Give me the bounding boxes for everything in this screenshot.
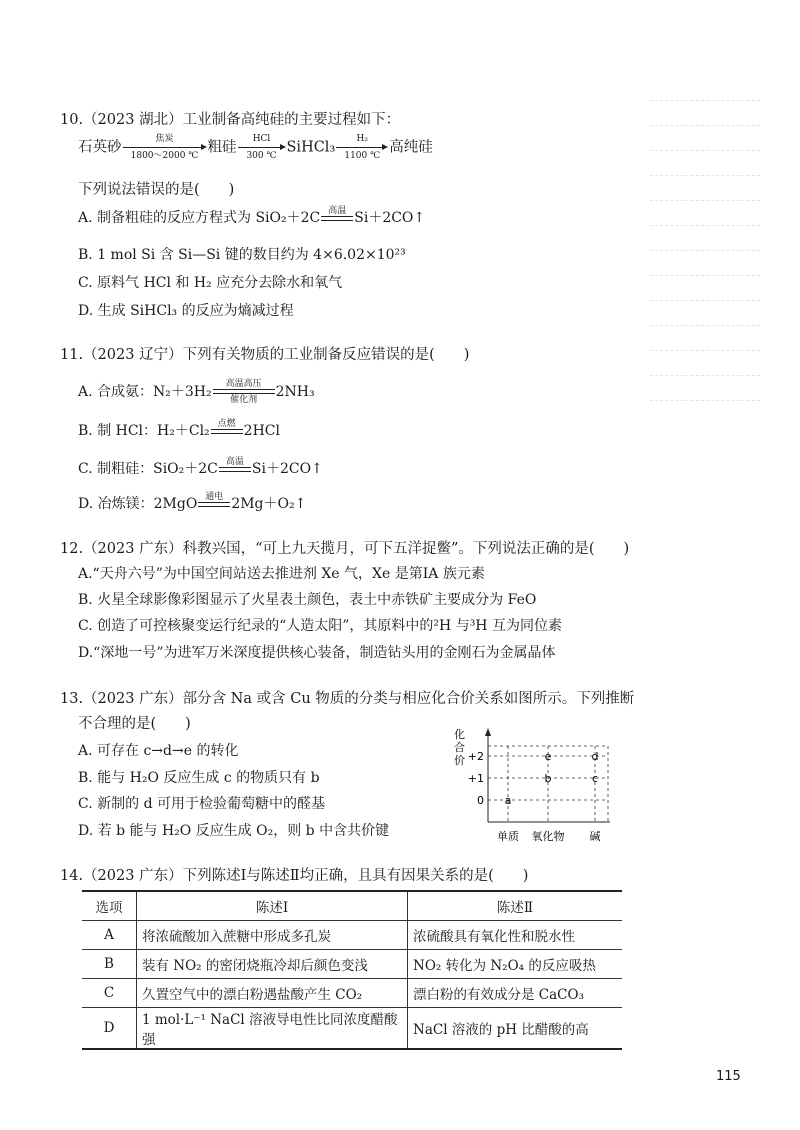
q10-option-a: A. 制备粗硅的反应方程式为 SiO₂＋2C 高温 Si＋2CO↑ — [78, 206, 426, 226]
data-point-e: e — [544, 750, 552, 763]
flow-step-crude-si: 粗硅 — [207, 139, 237, 156]
flow-arrow-1: 焦炭 1800～2000 ℃ — [123, 134, 207, 161]
q10-option-d: D. 生成 SiHCl₃ 的反应为熵减过程 — [78, 303, 294, 319]
y-axis-label: 化合价 — [454, 728, 465, 767]
q12-option-a: A.“天舟六号”为中国空间站送去推进剂 Xe 气，Xe 是第ⅠA 族元素 — [78, 566, 485, 582]
row-statement-2: NO₂ 转化为 N₂O₄ 的反应吸热 — [408, 950, 623, 979]
q13-stem: 13.（2023 广东）部分含 Na 或含 Cu 物质的分类与相应化合价关系如图所示。下列推断 — [60, 691, 635, 707]
q12-option-d: D.“深地一号”为进军万米深度提供核心装备，制造钻头用的金刚石为金属晶体 — [78, 645, 556, 661]
q13-option-a: A. 可存在 c→d→e 的转化 — [78, 743, 239, 759]
flow-arrow-3: H₂ 1100 ℃ — [336, 134, 388, 161]
row-statement-2: 漂白粉的有效成分是 CaCO₃ — [408, 979, 623, 1008]
table-header-row — [82, 891, 622, 921]
table-row — [82, 921, 622, 950]
q10-option-c: C. 原料气 HCl 和 H₂ 应充分去除水和氧气 — [78, 275, 343, 291]
y-tick-label: +2 — [467, 750, 484, 763]
row-option: C — [82, 979, 137, 1008]
q13-option-d: D. 若 b 能与 H₂O 反应生成 O₂，则 b 中含共价键 — [78, 823, 390, 839]
row-option: D — [82, 1008, 137, 1050]
q11-option-b: B. 制 HCl：H₂＋Cl₂ 点燃 2HCl — [78, 419, 280, 439]
q13-option-c: C. 新制的 d 可用于检验葡萄糖中的醛基 — [78, 796, 325, 812]
y-axis-arrow — [485, 728, 491, 736]
q11-option-a: A. 合成氨：N₂＋3H₂ 高温高压 催化剂 2NH₃ — [78, 379, 315, 405]
q12-option-c: C. 创造了可控核聚变运行纪录的“人造太阳”，其原料中的²H 与³H 互为同位素 — [78, 618, 562, 634]
q11-option-c: C. 制粗硅：SiO₂＋2C 高温 Si＋2CO↑ — [78, 457, 323, 477]
q12-stem: 12.（2023 广东）科教兴国，“可上九天揽月，可下五洋捉鳖”。下列说法正确的是( ) — [60, 541, 630, 557]
data-point-b: b — [544, 772, 552, 785]
x-tick-label: 碱 — [589, 830, 601, 843]
q11-option-d: D. 冶炼镁：2MgO 通电 2Mg＋O₂↑ — [78, 492, 307, 512]
header-option: 选项 — [82, 891, 137, 921]
y-tick-label: 0 — [477, 794, 484, 807]
q12-option-b: B. 火星全球影像彩图显示了火星表土颜色，表土中赤铁矿主要成分为 FeO — [78, 592, 537, 608]
q10-stem: 10.（2023 湖北）工业制备高纯硅的主要过程如下： — [60, 112, 401, 128]
q10-flow — [78, 134, 433, 161]
table-row — [82, 1008, 622, 1050]
data-point-c: c — [591, 772, 599, 785]
flow-step-pure-si: 高纯硅 — [389, 139, 433, 156]
table-row — [82, 950, 622, 979]
q14-stem: 14.（2023 广东）下列陈述Ⅰ与陈述Ⅱ均正确，且具有因果关系的是( ) — [60, 868, 529, 884]
row-statement-1: 装有 NO₂ 的密闭烧瓶冷却后颜色变浅 — [137, 950, 408, 979]
statement-table — [82, 890, 622, 1050]
header-statement-1: 陈述Ⅰ — [137, 891, 408, 921]
data-point-d: d — [591, 750, 599, 763]
row-option: A — [82, 921, 137, 950]
row-statement-2: NaCl 溶液的 pH 比醋酸的高 — [408, 1008, 623, 1050]
y-tick-label: +1 — [467, 772, 484, 785]
page-number: 115 — [716, 1069, 741, 1084]
row-statement-1: 将浓硫酸加入蔗糖中形成多孔炭 — [137, 921, 408, 950]
data-point-a: a — [504, 794, 512, 807]
q10-ask: 下列说法错误的是( ) — [78, 182, 235, 198]
q10-option-b: B. 1 mol Si 含 Si—Si 键的数目约为 4×6.02×10²³ — [78, 247, 406, 263]
x-tick-label: 氧化物 — [531, 830, 565, 843]
row-statement-2: 浓硫酸具有氧化性和脱水性 — [408, 921, 623, 950]
flow-step-quartz: 石英砂 — [78, 139, 122, 156]
q13-option-b: B. 能与 H₂O 反应生成 c 的物质只有 b — [78, 770, 320, 786]
row-statement-1: 1 mol·L⁻¹ NaCl 溶液导电性比同浓度醋酸强 — [137, 1008, 408, 1050]
flow-step-sihcl3: SiHCl₃ — [286, 139, 336, 156]
table-row — [82, 979, 622, 1008]
q11-stem: 11.（2023 辽宁）下列有关物质的工业制备反应错误的是( ) — [60, 347, 470, 363]
flow-arrow-2: HCl 300 ℃ — [238, 134, 286, 161]
row-statement-1: 久置空气中的漂白粉遇盐酸产生 CO₂ — [137, 979, 408, 1008]
x-tick-label: 单质 — [497, 830, 519, 843]
row-option: B — [82, 950, 137, 979]
header-statement-2: 陈述Ⅱ — [408, 891, 623, 921]
q13-stem-cont: 不合理的是( ) — [78, 716, 191, 732]
valence-chart — [440, 728, 620, 848]
